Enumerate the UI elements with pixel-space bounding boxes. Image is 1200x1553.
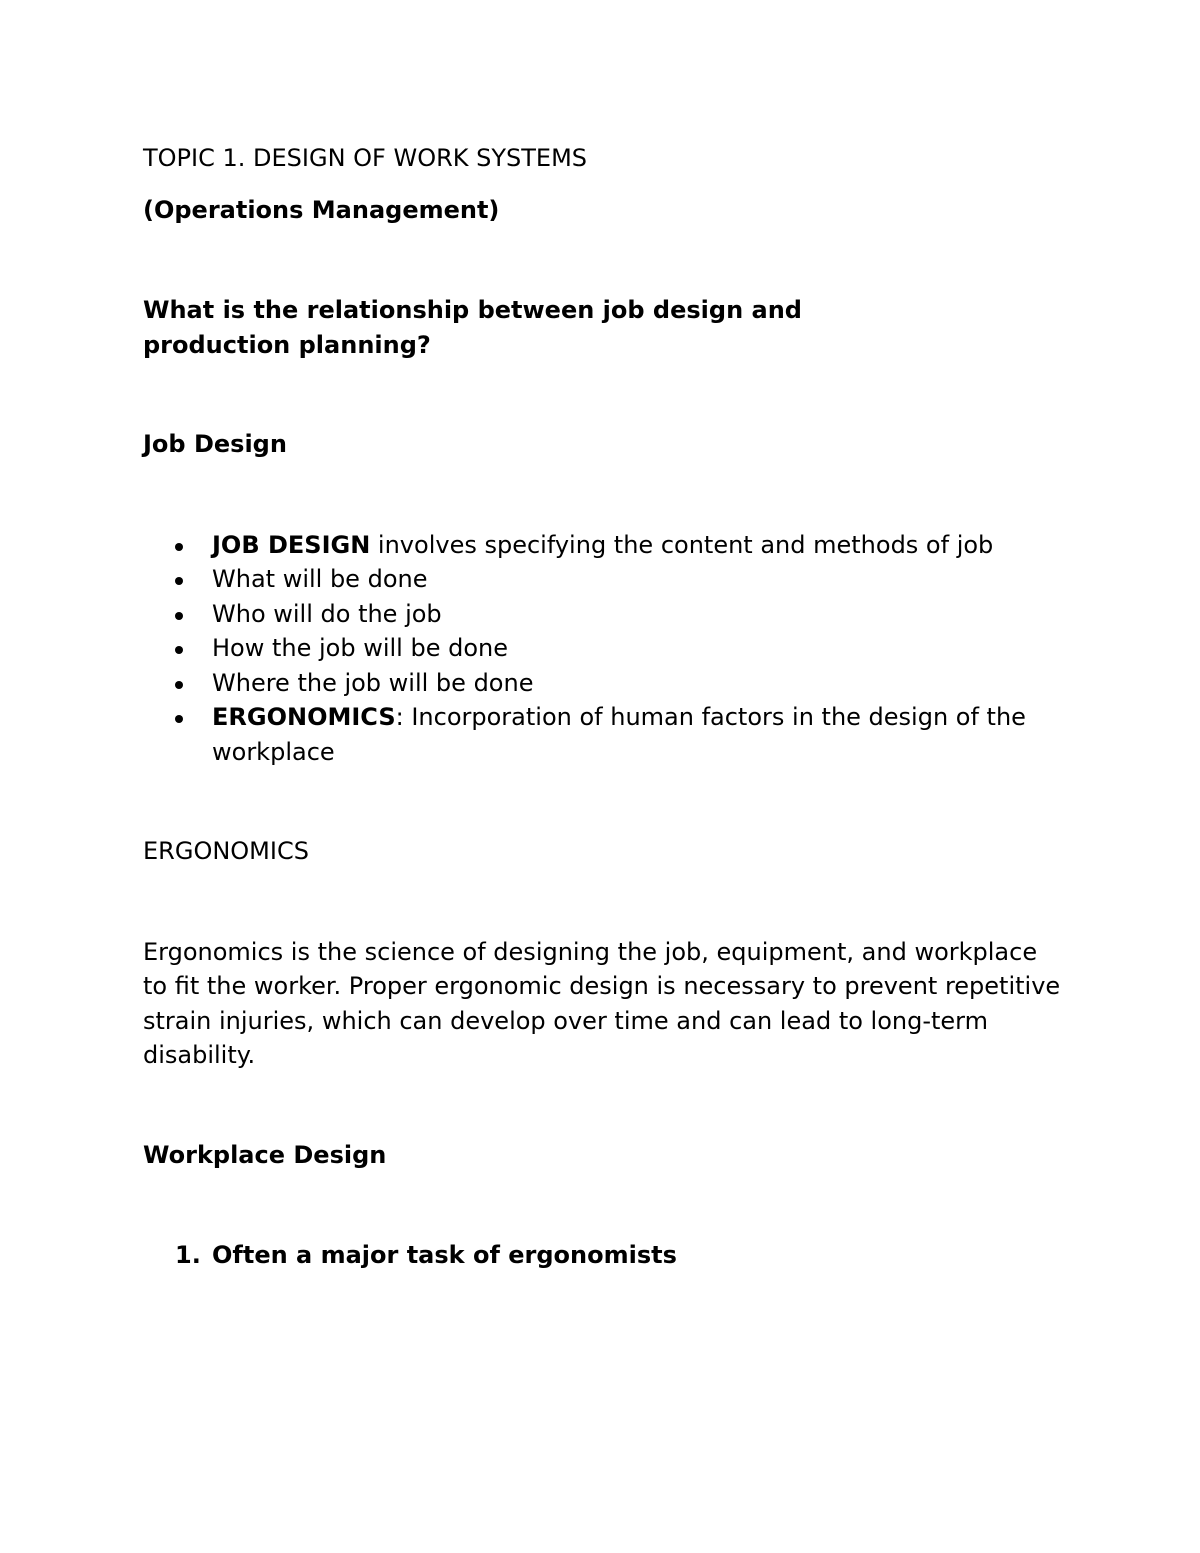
numbered-item — [143, 1238, 1080, 1273]
bullet-item — [143, 562, 1063, 597]
document-subtitle: (Operations Management) — [143, 195, 500, 224]
numbered-item-text: Often a major task of ergonomists — [212, 1241, 677, 1269]
job-design-heading: Job Design — [143, 430, 287, 458]
bullet-item — [143, 631, 1063, 666]
list-number: 1. — [175, 1241, 201, 1269]
bullet-text: What will be done — [212, 565, 428, 593]
bullet-item — [143, 597, 1063, 632]
bullet-text: Who will do the job — [212, 599, 442, 628]
bullet-text: : Incorporation of human factors in the design of the workplace — [212, 703, 1026, 766]
bullet-icon — [175, 646, 183, 654]
bullet-icon — [175, 577, 183, 585]
bullet-item — [143, 666, 1063, 701]
bullet-icon — [175, 715, 183, 723]
bullet-icon — [175, 612, 183, 620]
bullet-bold-text: ERGONOMICS — [212, 703, 396, 731]
job-design-bullet-list — [143, 528, 1063, 770]
bullet-item — [143, 528, 1063, 563]
ergonomics-heading: ERGONOMICS — [143, 837, 309, 865]
bullet-item — [143, 700, 1063, 769]
bullet-text: involves specifying the content and methods of job — [370, 530, 994, 559]
bullet-text: How the job will be done — [212, 634, 509, 662]
workplace-design-heading: Workplace Design — [143, 1140, 387, 1169]
bullet-icon — [175, 543, 183, 551]
question-heading: What is the relationship between job design and production planning? — [143, 296, 802, 359]
document-title: TOPIC 1. DESIGN OF WORK SYSTEMS — [143, 144, 588, 172]
bullet-icon — [175, 681, 183, 689]
bullet-text: Where the job will be done — [212, 668, 534, 697]
workplace-numbered-list — [143, 1238, 1080, 1273]
ergonomics-paragraph: Ergonomics is the science of designing the job, equipment, and workplace to fit the worker. Proper ergonomic design is necessary to prevent repetitive strain injuries, which can develop over time and can lead to long-term disability. — [143, 937, 1061, 1069]
bullet-bold-text: JOB DESIGN — [212, 530, 371, 559]
